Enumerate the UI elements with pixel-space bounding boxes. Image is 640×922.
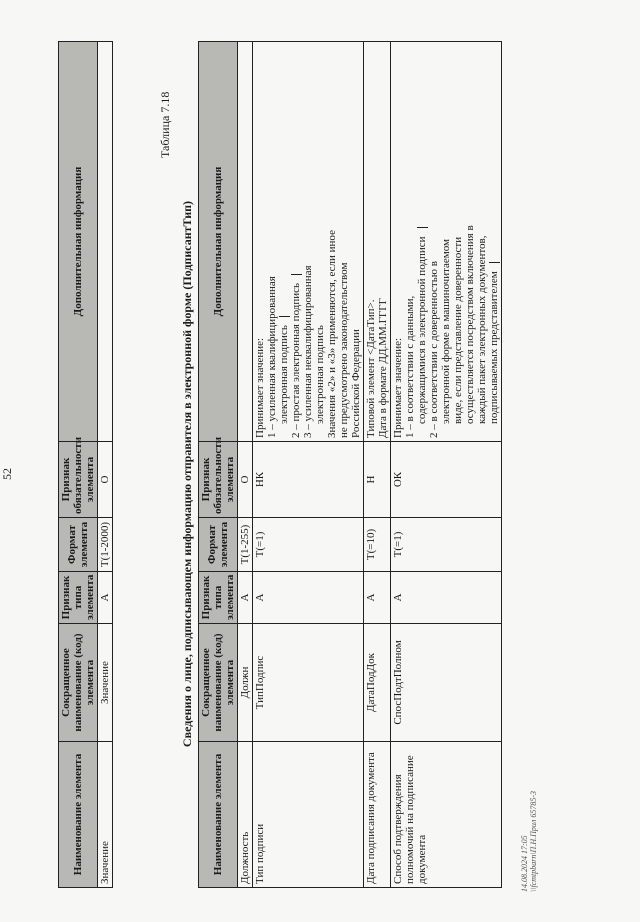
table-header-row [199, 42, 238, 888]
info-line: содержащимися в электронной подписи [416, 45, 428, 438]
header-info: Дополнительная информация [59, 42, 98, 442]
change-bar-mark [279, 316, 290, 317]
table-header-row [59, 42, 98, 888]
name-line: Способ подтверждения [392, 774, 404, 884]
header-format: Формат элемента [59, 518, 98, 572]
cell-required: Н [364, 442, 391, 518]
info-line: каждый пакет электронных документов, [476, 235, 488, 424]
cell-type: А [364, 572, 391, 624]
cell-type: А [391, 572, 502, 624]
info-line: 3 – усиленная неквалифицированная [302, 265, 314, 438]
cell-type: А [253, 572, 364, 624]
cell-format: T(=1) [391, 518, 502, 572]
info-line: виде, если представление доверенности [452, 236, 464, 424]
info-line: не предусмотрено законодательством [338, 262, 350, 438]
cell-code: Значение [98, 624, 113, 742]
info-line: электронная подпись [278, 45, 290, 438]
info-line: осуществляется посредством включения в [464, 225, 476, 424]
cell-name: Дата подписания документа [364, 742, 391, 888]
info-line: 1 – усиленная квалифицированная [266, 276, 278, 438]
header-format: Формат элемента [199, 518, 238, 572]
change-bar-mark [417, 227, 428, 228]
page-number: 52 [0, 468, 14, 480]
stamp-line: \\fcmtpbarn\П.Н.Прил 65785-3 [529, 790, 538, 892]
header-name: Наименование элемента [59, 742, 98, 888]
cell-info [364, 42, 391, 442]
cell-info [253, 42, 364, 442]
info-line: Российской Федерации [350, 329, 362, 438]
info-line: 1 – в соответствии с данными, [404, 295, 416, 438]
cell-required: О [98, 442, 113, 518]
stamp-line: 14.08.2024 17:05 [520, 835, 529, 892]
cell-format: T(1-2000) [98, 518, 113, 572]
info-line: Дата в формате ДД.ММ.ГГГГ [377, 297, 389, 438]
table-label: Таблица 7.18 [158, 91, 172, 158]
table-continuation [58, 41, 113, 888]
cell-info [238, 42, 253, 442]
change-bar-mark [489, 262, 500, 263]
print-stamp [520, 791, 538, 892]
info-line: подписываемых представителем [488, 45, 500, 438]
table-row [364, 42, 391, 888]
change-bar-mark [291, 274, 302, 275]
cell-info [98, 42, 113, 442]
table-row [98, 42, 113, 888]
name-line: полномочий на подписание [404, 755, 416, 884]
signer-table [198, 41, 502, 888]
cell-required: ОК [391, 442, 502, 518]
table-row [391, 42, 502, 888]
cell-info [391, 42, 502, 442]
info-line: электронная подпись [314, 325, 326, 424]
header-required: Признак обязательности элемента [199, 442, 238, 518]
header-type: Признак типа элемента [199, 572, 238, 624]
cell-code: СпосПодтПолном [391, 624, 502, 742]
cell-format: T(1-255) [238, 518, 253, 572]
section-title: Сведения о лице, подписывающем информацию отправителя в электронной форме (ПодписантТип) [180, 200, 194, 748]
cell-type: А [98, 572, 113, 624]
header-info: Дополнительная информация [199, 42, 238, 442]
table-row [253, 42, 364, 888]
info-line: электронной форме в машиночитаемом [440, 238, 452, 424]
info-line: 2 – в соответствии с доверенностью в [428, 261, 440, 438]
cell-required: О [238, 442, 253, 518]
header-type: Признак типа элемента [59, 572, 98, 624]
cell-name: Тип подписи [253, 742, 364, 888]
name-line: документа [416, 834, 428, 884]
info-line: Типовой элемент <ДатаТип>. [365, 299, 377, 438]
cell-required: НК [253, 442, 364, 518]
cell-type: А [238, 572, 253, 624]
rotated-content [0, 20, 600, 900]
header-required: Признак обязательности элемента [59, 442, 98, 518]
cell-name: Значение [98, 742, 113, 888]
header-name: Наименование элемента [199, 742, 238, 888]
info-line: 2 – простая электронная подпись [290, 45, 302, 438]
info-line: Значения «2» и «3» применяются, если иное [326, 230, 338, 438]
info-line: Принимает значение: [254, 337, 266, 438]
cell-format: T(=1) [253, 518, 364, 572]
table-row [238, 42, 253, 888]
header-code: Сокращенное наименование (код) элемента [199, 624, 238, 742]
cell-name: Должность [238, 742, 253, 888]
cell-code: Должн [238, 624, 253, 742]
cell-name [391, 742, 502, 888]
cell-code: ТипПодпис [253, 624, 364, 742]
cell-format: T(=10) [364, 518, 391, 572]
header-code: Сокращенное наименование (код) элемента [59, 624, 98, 742]
info-line: Принимает значение: [392, 337, 404, 438]
cell-code: ДатаПодДок [364, 624, 391, 742]
